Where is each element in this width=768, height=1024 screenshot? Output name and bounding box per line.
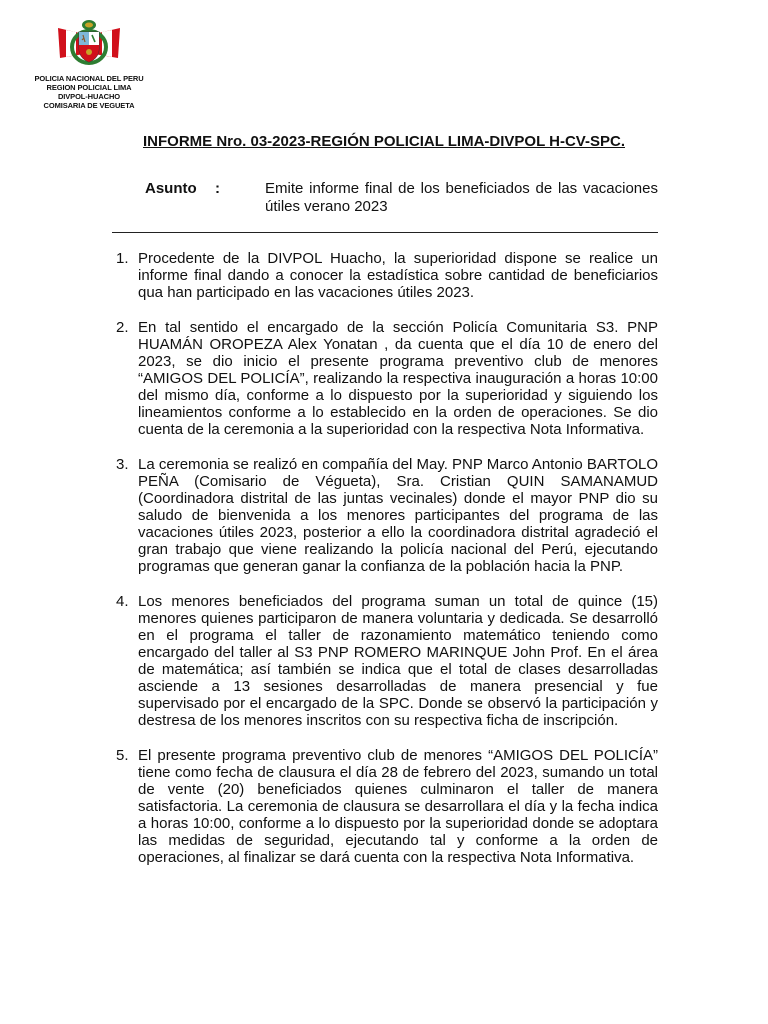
- item-number: 1.: [116, 250, 129, 267]
- subject-text: Emite informe final de los beneficiados de las vacaciones útiles verano 2023: [265, 180, 658, 215]
- national-coat-of-arms-icon: [54, 14, 124, 70]
- list-item: [112, 593, 658, 729]
- list-item: [112, 319, 658, 438]
- item-text: Procedente de la DIVPOL Huacho, la superioridad dispone se realice un informe final dando a conocer la estadística sobre cantidad de beneficiarios qua han participado en las vacaciones útiles 2023.: [138, 250, 658, 301]
- item-number: 2.: [116, 319, 129, 336]
- document-title: INFORME Nro. 03-2023-REGIÓN POLICIAL LIMA-DIVPOL H-CV-SPC.: [142, 133, 625, 150]
- institution-line: COMISARIA DE VEGUETA: [43, 101, 135, 110]
- list-item: [112, 250, 658, 301]
- institution-line: POLICIA NACIONAL DEL PERU: [34, 74, 144, 83]
- subject-label: Asunto: [145, 180, 197, 197]
- report-items: [112, 250, 658, 884]
- letterhead: [24, 14, 154, 110]
- item-text: Los menores beneficiados del programa suman un total de quince (15) menores quienes participaron de manera voluntaria y dedicada. Se desarrolló en el programa el taller de razonamiento matemático teniendo como encargado del taller al S3 PNP ROMERO MARINQUE John Prof. En el área de matemática; así también se indica que el total de clases desarrolladas asciende a 13 sesiones desarrolladas de manera presencial y fue supervisado por el encargado de la SPC. Donde se observó la participación y destresa de los menores inscritos con su respectiva ficha de inscripción.: [138, 593, 658, 729]
- institution-line: DIVPOL-HUACHO: [57, 92, 121, 101]
- list-item: [112, 456, 658, 575]
- item-number: 4.: [116, 593, 129, 610]
- item-number: 5.: [116, 747, 129, 764]
- institution-line: REGION POLICIAL LIMA: [46, 83, 132, 92]
- subject-colon: :: [215, 180, 220, 197]
- item-text: El presente programa preventivo club de menores “AMIGOS DEL POLICÍA” tiene como fecha de clausura el día 28 de febrero del 2023, sumando un total de vente (20) beneficiados quienes culminaron el taller de manera satisfactoria. La ceremonia de clausura se desarrollara el día y la fecha indica a horas 10:00, conforme a lo dispuesto por la superioridad donde se adoptara las medidas de seguridad, ejecutando tal y conforme a la orden de operaciones, al finalizar se dará cuenta con la respectiva Nota Informativa.: [138, 747, 658, 866]
- list-item: [112, 747, 658, 866]
- item-text: En tal sentido el encargado de la sección Policía Comunitaria S3. PNP HUAMÁN OROPEZA Alex Yonatan , da cuenta que el día 10 de enero del 2023, se dio inicio el presente programa preventivo club de menores “AMIGOS DEL POLICÍA”, realizando la respectiva inauguración a horas 10:00 del mismo día, conforme a lo dispuesto por la superioridad y siguiendo los lineamientos conforme a lo establecido en la orden de operaciones. Se dio cuenta de la ceremonia a la superioridad con la respectiva Nota Informativa.: [138, 319, 658, 438]
- divider: [112, 232, 658, 233]
- item-number: 3.: [116, 456, 129, 473]
- item-text: La ceremonia se realizó en compañía del May. PNP Marco Antonio BARTOLO PEÑA (Comisario de Végueta), Sra. Cristian QUIN SAMANAMUD (Coordinadora distrital de las juntas vecinales) donde el mayor PNP dio su saludo de bienvenida a los menores participantes del programa de las vacaciones útiles 2023, posterior a ello la coordinadora distrital agradeció el gran trabajo que viene realizando la policía nacional del Perú, ejecutando programas que generan ganar la confianza de la población hacia la PNP.: [138, 456, 658, 575]
